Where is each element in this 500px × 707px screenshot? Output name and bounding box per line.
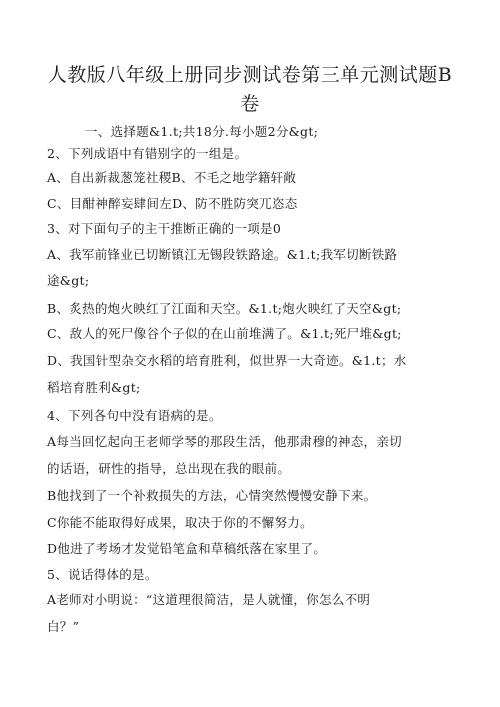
option-c: C你能不能取得好成果，取决于你的不懈努力。 [47,515,313,530]
document-title: 人教版八年级上册同步测试卷第三单元测试题B [47,64,453,86]
option-b: B、炙热的炮火映红了江面和天空。&1.t;炮火映红了天空&gt; [47,301,402,316]
option-d: D、我国针型杂交水稻的培育胜利，似世界一大奇迹。&1.t；水 [47,353,407,368]
option-a: A老师对小明说：“这道理很简洁，是人就懂，你怎么不明 [47,592,371,607]
section-heading: 一、选择题&1.t;共18分.每小题2分&gt; [85,124,319,139]
question-3: 3、对下面句子的主干推断正确的一项是0 [47,221,282,236]
document-title-continued: 卷 [240,93,260,115]
option-d-continued: 稻培育胜利&gt; [47,380,141,395]
option-ab: A、自出新裁葱笼社稷B、不毛之地学籍轩敞 [47,170,297,185]
option-a: A每当回忆起向王老师学琴的那段生活，他那肃穆的神态，亲切 [47,434,402,449]
option-a-continued: 白？” [47,619,80,634]
option-b: B他找到了一个补救损失的方法，心情突然慢慢安静下来。 [47,488,377,503]
option-a: A、我军前锋业已切断镇江无锡段铁路途。&1.t;我军切断铁路 [47,247,398,262]
option-cd: C、目酣神醉妄肆间左D、防不胜防突兀恣态 [47,196,298,211]
option-c: C、敌人的死尸像谷个子似的在山前堆满了。&1.t;死尸堆&gt; [47,326,402,341]
option-a-continued: 的话语，研性的指导，总出现在我的眼前。 [47,461,291,476]
option-a-continued: 途&gt; [47,273,90,288]
question-4: 4、下列各句中没有语病的是。 [47,408,222,423]
question-5: 5、说话得体的是。 [47,567,158,582]
option-d: D他进了考场才发觉铅笔盒和草稿纸落在家里了。 [47,541,327,556]
question-2: 2、下列成语中有错别字的一组是。 [47,146,248,161]
